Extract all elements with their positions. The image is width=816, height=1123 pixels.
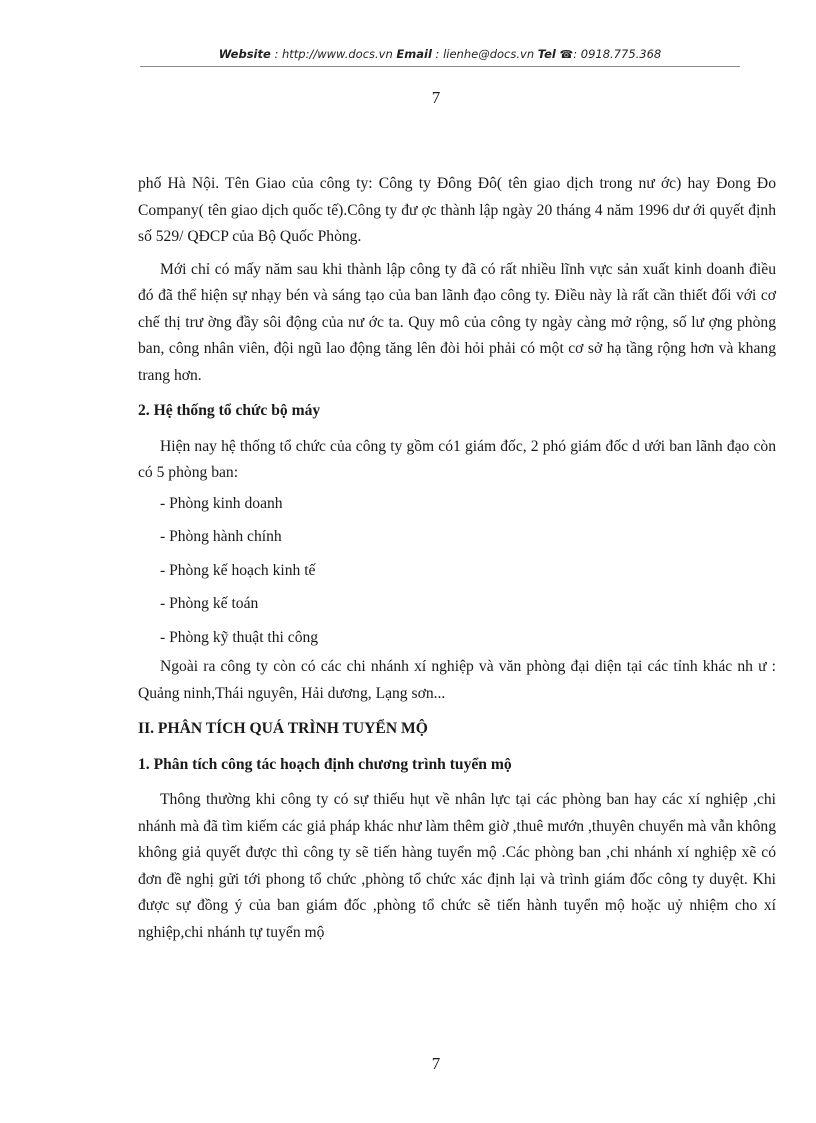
tel-value: : 0918.775.368 [573, 47, 662, 61]
tel-label: Tel [537, 47, 556, 61]
paragraph-company-intro: phố Hà Nội. Tên Giao của công ty: Công ty Đông Đô( tên giao dịch trong nư ớc) hay Đong Đo Company( tên giao dịch quốc tế).Công ty đư ợc thành lập ngày 20 tháng 4 năm 1996 dư ới quyết định số 529/ QĐCP của Bộ Quốc Phòng. [138, 175, 776, 245]
list-item: - Phòng kế hoạch kinh tế [160, 561, 316, 579]
section-heading-recruitment: II. PHÂN TÍCH QUÁ TRÌNH TUYỂN MỘ [138, 720, 428, 737]
paragraph-recruitment-process: Thông thường khi công ty có sự thiếu hụt về nhân lực tại các phòng ban hay các xí nghiệp ,chi nhánh mà đã tìm kiếm các giả pháp khác như làm thêm giờ ,thuê mướn ,thuyên chuyển mà vẫn không không giả quyết được thì công ty sẽ tiến hàng tuyển mộ .Các phòng ban ,chi nhánh xí nghiệp xẽ có đơn đề nghị gửi tới phong tổ chức ,phòng tổ chức xác định lại và trình giám đốc công ty duyệt. Khi được sự đồng ý của ban giám đốc ,phòng tổ chức sẽ tiến hành tuyển mộ hoặc uỷ nhiệm cho xí nghiệp,chi nhánh tự tuyển mộ [138, 791, 776, 941]
list-item: - Phòng hành chính [160, 528, 282, 545]
header-rule [140, 66, 740, 67]
page-number-top: 7 [431, 88, 441, 107]
page-content [138, 171, 776, 946]
paragraph-business-scope: Mới chỉ có mấy năm sau khi thành lập công ty đã có rất nhiều lĩnh vực sản xuất kinh doanh điều đó đã thể hiện sự nhạy bén và sáng tạo của ban lãnh đạo công ty. Điều này là rất cần thiết đối với cơ chế thị trư ờng đầy sôi động của nư ớc ta. Quy mô của công ty ngày càng mở rộng, số lư ợng phòng ban, công nhân viên, đội ngũ lao động tăng lên đòi hỏi phải có một cơ sở hạ tầng rộng hơn và khang trang hơn. [138, 260, 776, 384]
page-header [140, 47, 740, 61]
heading-recruitment-planning: 1. Phân tích công tác hoạch định chương trình tuyển mộ [138, 755, 512, 773]
list-item: - Phòng kỹ thuật thi công [160, 628, 319, 646]
list-item: - Phòng kinh doanh [160, 494, 283, 512]
website-label: Website [218, 47, 271, 61]
phone-icon: ☎ [559, 48, 574, 61]
website-value: : http://www.docs.vn [270, 47, 397, 61]
paragraph-branches: Ngoài ra công ty còn có các chi nhánh xí nghiệp và văn phòng đại diện tại các tỉnh khác nh ư : Quảng ninh,Thái nguyên, Hải dương, Lạng sơn... [138, 658, 776, 702]
page-number-bottom: 7 [431, 1054, 441, 1073]
department-list [138, 487, 776, 655]
email-value: : lienhe@docs.vn [431, 47, 538, 61]
paragraph-organization: Hiện nay hệ thống tổ chức của công ty gồm có1 giám đốc, 2 phó giám đốc d ưới ban lãnh đạo còn có 5 phòng ban: [138, 437, 776, 481]
list-item: - Phòng kế toán [160, 595, 259, 612]
email-label: Email [396, 47, 432, 61]
heading-organization: 2. Hệ thống tổ chức bộ máy [138, 402, 321, 419]
